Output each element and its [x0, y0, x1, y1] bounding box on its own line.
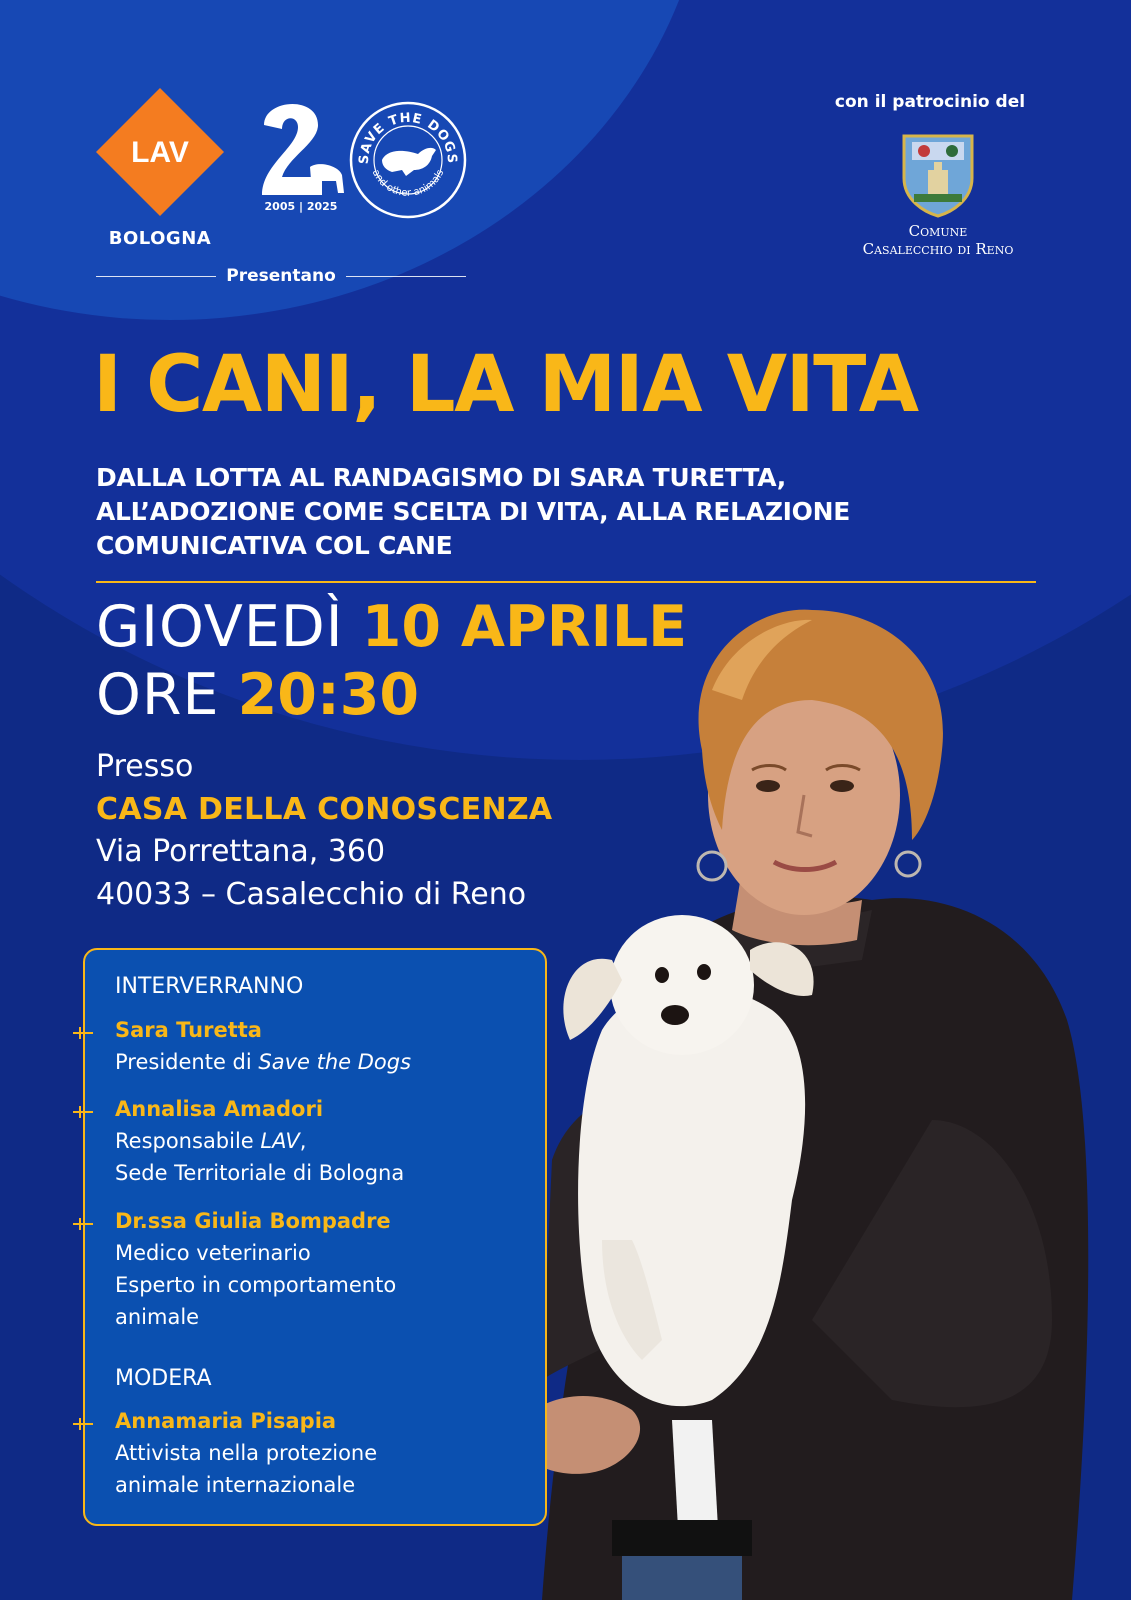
speakers-panel	[83, 948, 547, 1526]
speaker-role-3-line2: Esperto in comportamento	[115, 1273, 397, 1297]
anniversary-20-logo	[258, 95, 350, 215]
moderator-role-line2: animale internazionale	[115, 1473, 356, 1497]
speaker-name-3: Dr.ssa Giulia Bompadre	[115, 1209, 391, 1233]
speaker-name-2: Annalisa Amadori	[115, 1097, 324, 1121]
speaker-role-1: Presidente di Save the Dogs	[115, 1050, 412, 1074]
speaker-bullet	[73, 1032, 93, 1034]
subtitle-line-3: COMUNICATIVA COL CANE	[96, 531, 453, 560]
event-title: I CANI, LA MIA VITA	[93, 340, 918, 430]
presso-label: Presso	[96, 749, 194, 784]
divider-right	[346, 276, 466, 277]
event-time-line	[96, 662, 420, 728]
speaker-bullet	[73, 1111, 93, 1113]
venue-name: CASA DELLA CONOSCENZA	[96, 792, 553, 827]
save-the-dogs-logo	[348, 100, 468, 220]
event-time: 20:30	[237, 662, 420, 728]
venue-address-line1: Via Porrettana, 360	[96, 834, 386, 869]
speaker-name-1: Sara Turetta	[115, 1018, 262, 1042]
subtitle-line-2: ALL’ADOZIONE COME SCELTA DI VITA, ALLA RELAZIONE	[96, 497, 851, 526]
speaker-bullet	[73, 1223, 93, 1225]
comune-name-line1: Comune	[908, 222, 968, 240]
lav-logo	[96, 88, 224, 216]
presentano-label: Presentano	[226, 266, 336, 286]
speaker-with-dog-photo	[512, 600, 1131, 1600]
moderator-role-line1: Attivista nella protezione	[115, 1441, 378, 1465]
moderator-heading: MODERA	[115, 1366, 212, 1391]
subtitle-line-1: DALLA LOTTA AL RANDAGISMO DI SARA TURETTA,	[96, 463, 786, 492]
lav-logo-text: LAV	[131, 136, 189, 169]
anniversary-years: 2005 | 2025	[264, 200, 338, 213]
venue-address-line2: 40033 – Casalecchio di Reno	[96, 877, 527, 912]
time-label: ORE	[96, 662, 220, 728]
speaker-bullet	[73, 1423, 93, 1425]
svg-text:SAVE THE DOGS: SAVE THE DOGS	[356, 110, 460, 165]
patronage-label: con il patrocinio del	[834, 92, 1026, 112]
moderator-name: Annamaria Pisapia	[115, 1409, 337, 1433]
speaker-role-2-line2: Sede Territoriale di Bologna	[115, 1161, 405, 1185]
title-divider	[96, 581, 1036, 583]
speaker-role-3-line1: Medico veterinario	[115, 1241, 311, 1265]
lav-city-label: BOLOGNA	[108, 228, 212, 249]
svg-text:and other animals: and other animals	[369, 168, 447, 199]
speakers-heading: INTERVERRANNO	[115, 974, 304, 999]
presentano-row	[96, 264, 466, 288]
speaker-role-2: Responsabile LAV,	[115, 1129, 307, 1153]
comune-crest-icon	[902, 132, 974, 218]
comune-name-line2: Casalecchio di Reno	[862, 240, 1014, 258]
speaker-role-3-line3: animale	[115, 1305, 200, 1329]
day-label: GIOVEDÌ	[96, 594, 344, 660]
divider-left	[96, 276, 216, 277]
event-date: 10 APRILE	[361, 594, 688, 660]
